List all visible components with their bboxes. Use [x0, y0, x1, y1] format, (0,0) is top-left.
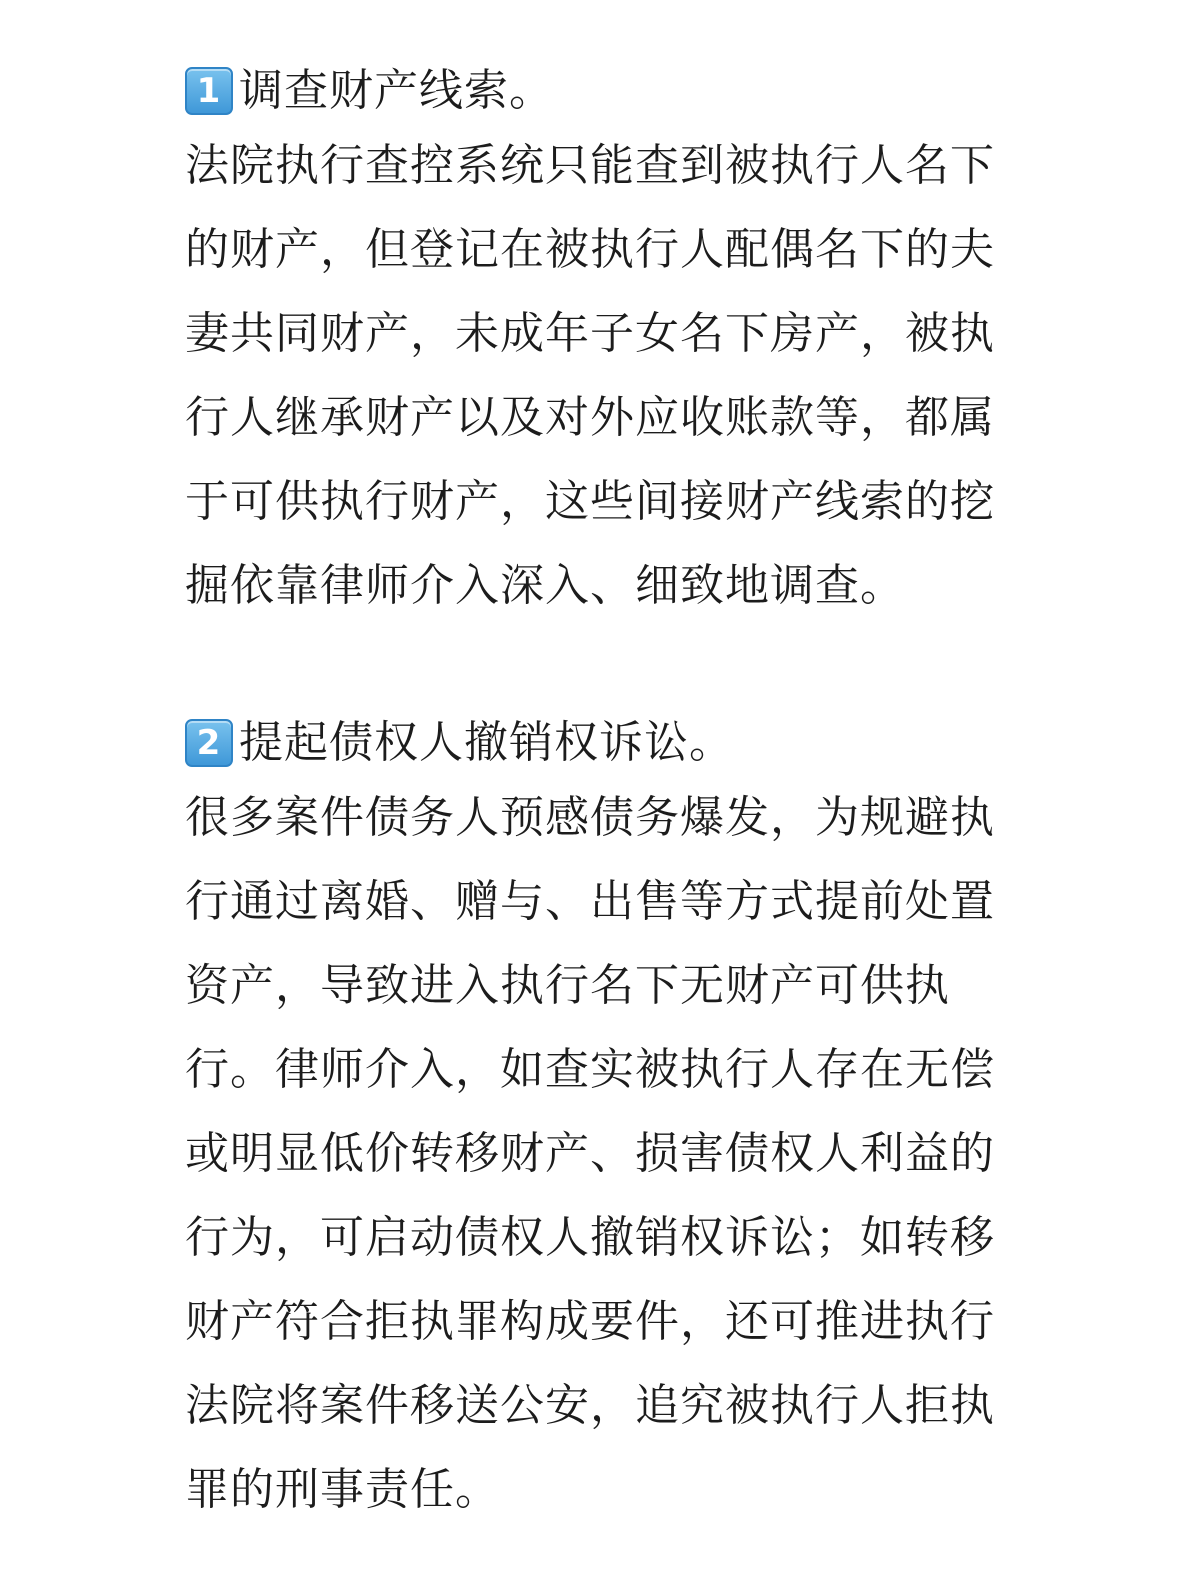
paragraph-line: 罪的刑事责任。	[185, 1464, 500, 1515]
paragraph-line: 资产，导致进入执行名下无财产可供执	[185, 960, 950, 1011]
paragraph-line: 行人继承财产以及对外应收账款等，都属	[185, 392, 995, 443]
section-heading-text: 提起债权人撤销权诉讼。	[239, 717, 734, 768]
paragraph-line: 法院将案件移送公安，追究被执行人拒执	[185, 1380, 995, 1431]
article-content	[185, 58, 1020, 1532]
paragraph-line: 行。律师介入，如查实被执行人存在无偿	[185, 1044, 995, 1095]
paragraph-line: 的财产，但登记在被执行人配偶名下的夫	[185, 224, 995, 275]
section-heading	[185, 710, 1020, 776]
paragraph-line: 法院执行查控系统只能查到被执行人名下	[185, 140, 995, 191]
paragraph-line: 妻共同财产，未成年子女名下房产，被执	[185, 308, 995, 359]
keycap-2-icon: 2	[185, 719, 233, 767]
paragraph-line: 财产符合拒执罪构成要件，还可推进执行	[185, 1296, 995, 1347]
section-1	[185, 58, 1020, 628]
paragraph-line: 于可供执行财产，这些间接财产线索的挖	[185, 476, 995, 527]
section-paragraph	[185, 776, 1020, 1532]
paragraph-line: 很多案件债务人预感债务爆发，为规避执	[185, 792, 995, 843]
paragraph-line: 或明显低价转移财产、损害债权人利益的	[185, 1128, 995, 1179]
section-heading-text: 调查财产线索。	[239, 65, 554, 116]
paragraph-line: 行通过离婚、赠与、出售等方式提前处置	[185, 876, 995, 927]
paragraph-line: 掘依靠律师介入深入、细致地调查。	[185, 560, 905, 611]
section-heading	[185, 58, 1020, 124]
paragraph-line: 行为，可启动债权人撤销权诉讼；如转移	[185, 1212, 995, 1263]
section-paragraph	[185, 124, 1020, 628]
keycap-1-icon: 1	[185, 67, 233, 115]
section-2	[185, 710, 1020, 1532]
